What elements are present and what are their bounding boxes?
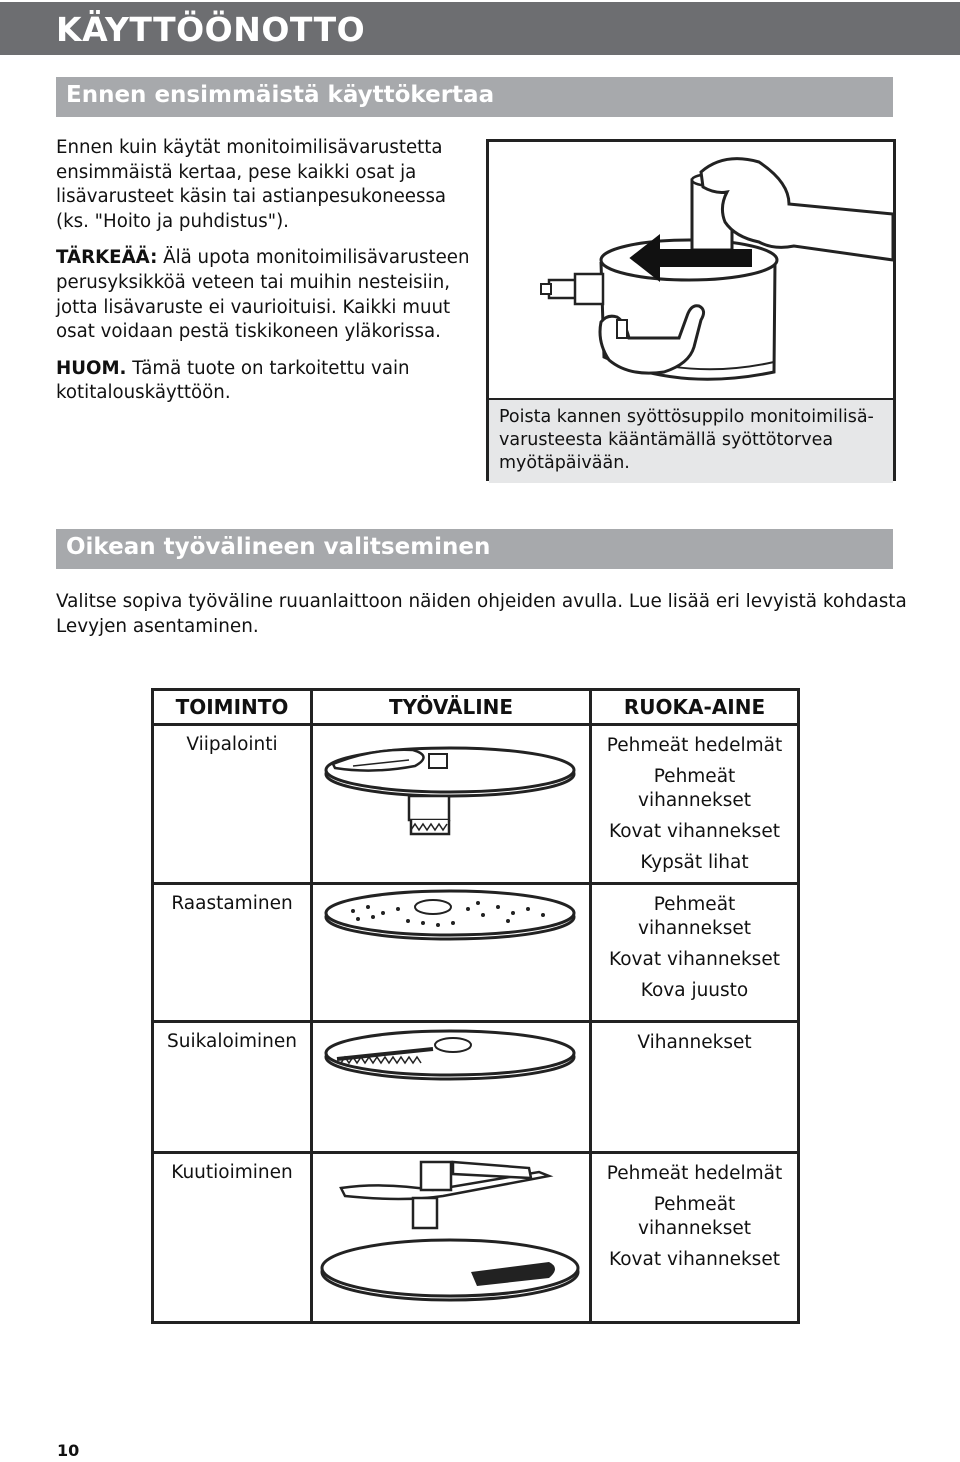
food-item: Kovat vihannekset [609, 949, 780, 970]
food-item: Pehmeät vihannekset [638, 894, 751, 939]
slicing-disc-icon [313, 726, 586, 876]
important-text: Älä upota monitoimilisävarusteen perusyksikköä veteen tai muihin nesteisiin, jotta lisävaruste ei vaurioituisi. Kaikki muut osat voidaan pestä tiskikoneen yläkorissa. [56, 247, 470, 343]
figure-caption: Poista kannen syöttösuppilo monitoimilisä-varusteesta kääntämällä syöttötorvea myötäpäivään. [489, 398, 893, 483]
tool-cell [312, 884, 591, 1022]
food-cell [591, 884, 799, 1022]
table-row [153, 725, 799, 884]
section-header-first-use [56, 77, 893, 117]
table-header-row [153, 690, 799, 725]
food-item: Pehmeät hedelmät [606, 1163, 783, 1184]
food-item: Vihannekset [637, 1032, 752, 1053]
julienne-disc-icon [313, 1023, 586, 1148]
header-function: TOIMINTO [153, 690, 312, 725]
section-title-tool-selection: Oikean työvälineen valitseminen [66, 534, 491, 560]
tool-cell [312, 1022, 591, 1153]
function-cell: Suikaloiminen [153, 1022, 312, 1153]
food-item: Kypsät lihat [640, 852, 749, 873]
section-header-tool-selection [56, 529, 893, 569]
food-cell [591, 1153, 799, 1323]
tool-cell [312, 725, 591, 884]
food-cell [591, 725, 799, 884]
header-food: RUOKA-AINE [591, 690, 799, 725]
important-paragraph [56, 246, 476, 344]
important-label: TÄRKEÄÄ: [56, 247, 158, 269]
tool-cell [312, 1153, 591, 1323]
note-label: HUOM. [56, 357, 127, 379]
food-cell [591, 1022, 799, 1153]
header-bar [0, 2, 960, 55]
table-row [153, 884, 799, 1022]
table-row [153, 1022, 799, 1153]
tool-selection-paragraph: Valitse sopiva työväline ruuanlaittoon näiden ohjeiden avulla. Lue lisää eri levyistä kohdasta Levyjen asentaminen. [56, 591, 907, 637]
note-paragraph [56, 357, 476, 406]
page-number: 10 [57, 1441, 80, 1460]
food-item: Pehmeät hedelmät [606, 735, 783, 756]
feed-tube-figure [486, 139, 896, 481]
food-item: Pehmeät vihannekset [638, 1194, 751, 1239]
table-row [153, 1153, 799, 1323]
function-cell: Raastaminen [153, 884, 312, 1022]
food-item: Kovat vihannekset [609, 1249, 780, 1270]
food-item: Kovat vihannekset [609, 821, 780, 842]
section-title-first-use: Ennen ensimmäistä käyttökertaa [66, 82, 495, 108]
food-item: Pehmeät vihannekset [638, 766, 751, 811]
feed-tube-removal-illustration [489, 142, 893, 398]
page-title: KÄYTTÖÖNOTTO [56, 10, 366, 49]
dicing-kit-icon [313, 1154, 586, 1319]
food-item: Kova juusto [640, 980, 749, 1001]
header-tool: TYÖVÄLINE [312, 690, 591, 725]
intro-text [56, 136, 476, 418]
function-cell: Viipalointi [153, 725, 312, 884]
shredding-disc-icon [313, 885, 586, 1017]
tool-selection-table [151, 688, 800, 1324]
intro-paragraph: Ennen kuin käytät monitoimilisävarustetta ensimmäistä kertaa, pese kaikki osat ja lisävarusteet käsin tai astianpesukoneessa (ks. "Hoito ja puhdistus"). [56, 137, 447, 232]
function-cell: Kuutioiminen [153, 1153, 312, 1323]
note-text: Tämä tuote on tarkoitettu vain kotitalouskäyttöön. [56, 357, 410, 404]
